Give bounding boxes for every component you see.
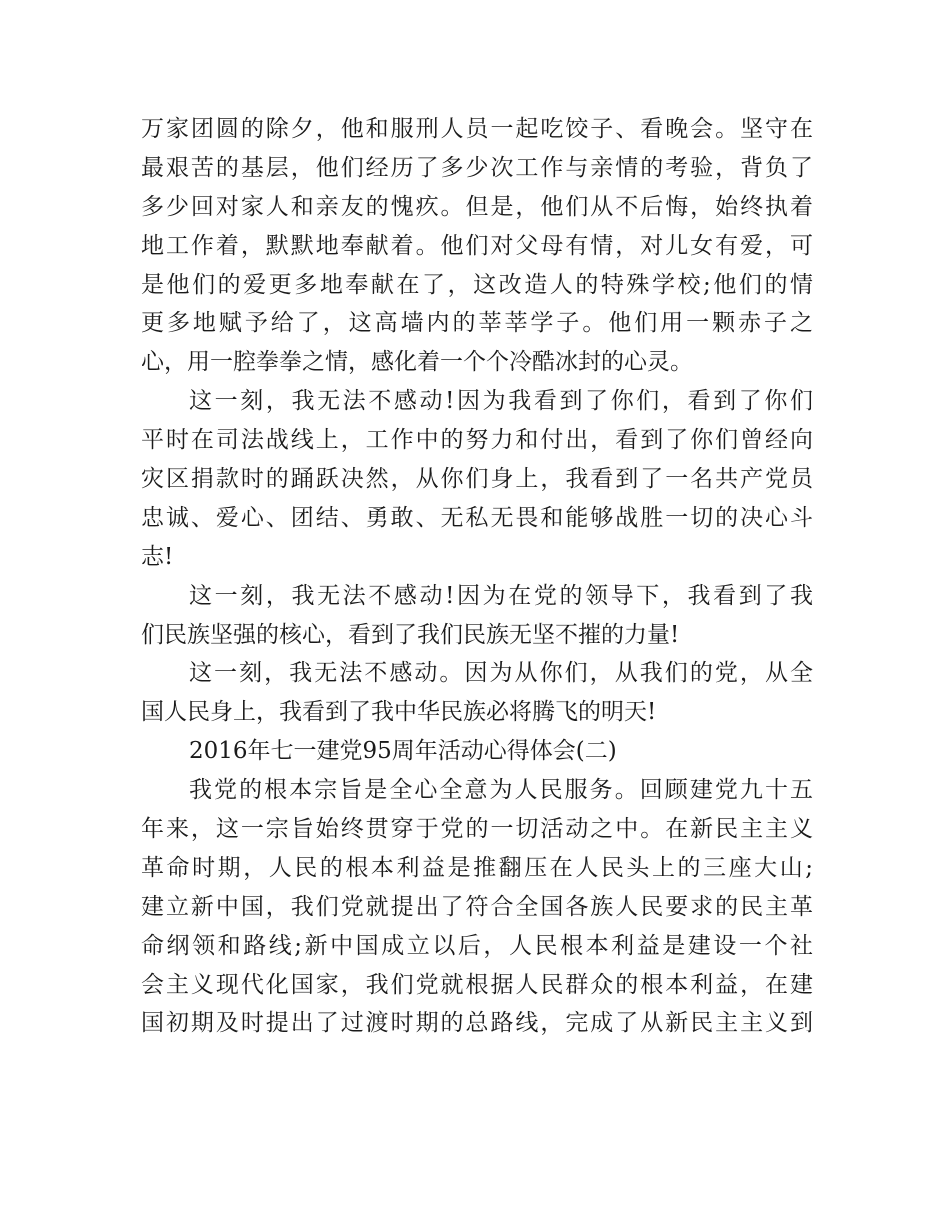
paragraph-first-line: 这一刻，我无法不感动!因为我看到了你们，看到了你们 — [189, 388, 813, 415]
text-line: 多少回对家人和亲友的愧疚。但是，他们从不后悔，始终执着 — [141, 193, 813, 220]
text-line: 年来，这一宗旨始终贯穿于党的一切活动之中。在新民主主义 — [141, 816, 813, 843]
text-line: 更多地赋予给了，这高墙内的莘莘学子。他们用一颗赤子之 — [141, 310, 813, 337]
text-line: 地工作着，默默地奉献着。他们对父母有情，对儿女有爱，可 — [141, 232, 813, 259]
text-line: 命纲领和路线;新中国成立以后，人民根本利益是建设一个社 — [141, 932, 813, 959]
text-line: 最艰苦的基层，他们经历了多少次工作与亲情的考验，背负了 — [141, 154, 813, 181]
text-line: 革命时期，人民的根本利益是推翻压在人民头上的三座大山; — [141, 854, 813, 881]
text-line: 灾区捐款时的踊跃决然，从你们身上，我看到了一名共产党员 — [141, 466, 813, 493]
text-line: 国人民身上，我看到了我中华民族必将腾飞的明天! — [141, 699, 657, 726]
paragraph-first-line: 这一刻，我无法不感动!因为在党的领导下，我看到了我 — [189, 582, 813, 609]
section-heading: 2016年七一建党95周年活动心得体会(二) — [189, 738, 617, 765]
paragraph-first-line: 我党的根本宗旨是全心全意为人民服务。回顾建党九十五 — [189, 777, 813, 804]
text-line: 平时在司法战线上，工作中的努力和付出，看到了你们曾经向 — [141, 427, 813, 454]
text-line: 心，用一腔拳拳之情，感化着一个个冷酷冰封的心灵。 — [141, 349, 693, 376]
text-line: 是他们的爱更多地奉献在了，这改造人的特殊学校;他们的情 — [141, 271, 813, 298]
document-body — [141, 110, 813, 1043]
text-line: 忠诚、爱心、团结、勇敢、无私无畏和能够战胜一切的决心斗 — [141, 504, 813, 531]
text-line: 志! — [141, 543, 174, 570]
text-line: 国初期及时提出了过渡时期的总路线，完成了从新民主主义到 — [141, 1010, 813, 1037]
text-line: 建立新中国，我们党就提出了符合全国各族人民要求的民主革 — [141, 893, 813, 920]
paragraph-first-line: 这一刻，我无法不感动。因为从你们，从我们的党，从全 — [189, 660, 813, 687]
text-line: 会主义现代化国家，我们党就根据人民群众的根本利益，在建 — [141, 971, 813, 998]
text-line: 们民族坚强的核心，看到了我们民族无坚不摧的力量! — [141, 621, 680, 648]
text-line: 万家团圆的除夕，他和服刑人员一起吃饺子、看晚会。坚守在 — [141, 116, 813, 142]
